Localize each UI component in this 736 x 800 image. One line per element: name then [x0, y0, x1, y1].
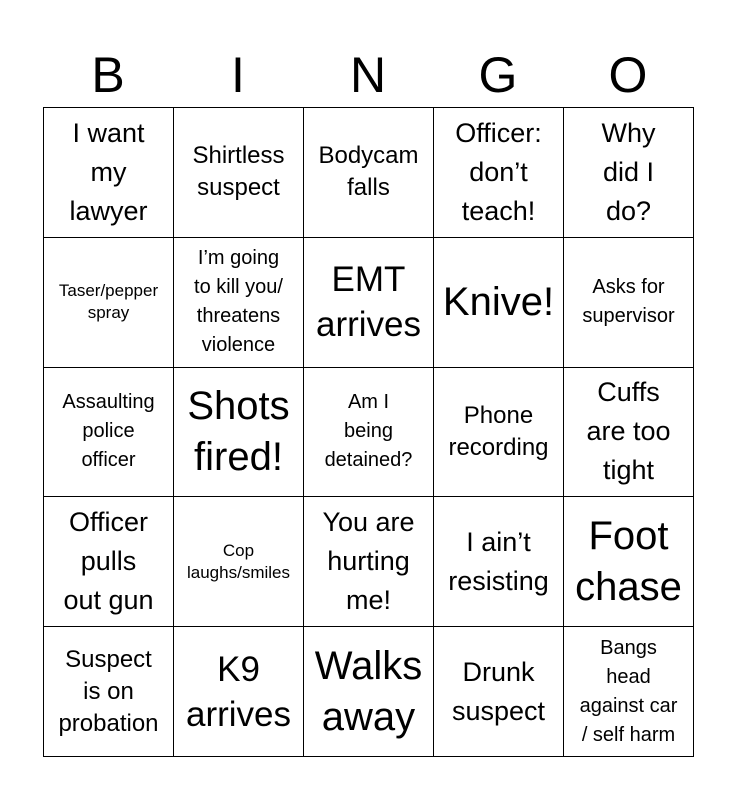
bingo-cell-label: Bodycam falls	[318, 142, 419, 202]
bingo-cell[interactable]	[304, 627, 434, 757]
bingo-cell-label: Assaulting police officer	[62, 391, 155, 472]
bingo-cell[interactable]	[174, 497, 304, 627]
bingo-cell[interactable]	[564, 627, 694, 757]
header-letter-n: N	[349, 47, 387, 103]
bingo-cell[interactable]	[304, 497, 434, 627]
bingo-cell-label: Drunk suspect	[451, 656, 546, 726]
bingo-cell[interactable]	[434, 108, 564, 238]
bingo-cell[interactable]	[174, 108, 304, 238]
bingo-board	[43, 107, 694, 757]
bingo-cell-label: Suspect is on probation	[58, 645, 159, 737]
bingo-cell-label: Why did I do?	[601, 117, 656, 226]
bingo-cell-label: Shirtless suspect	[192, 142, 285, 202]
bingo-cell-label: Cuffs are too tight	[586, 377, 671, 486]
header-letter-i: I	[231, 47, 245, 103]
bingo-cell-label: Asks for supervisor	[582, 276, 675, 328]
bingo-cell[interactable]	[564, 368, 694, 498]
bingo-cell-label: Knive!	[442, 279, 555, 324]
bingo-cell[interactable]	[174, 368, 304, 498]
bingo-cell[interactable]	[564, 108, 694, 238]
bingo-cell[interactable]	[304, 108, 434, 238]
bingo-cell-label: EMT arrives	[315, 260, 422, 345]
bingo-cell-label: Taser/pepper spray	[58, 281, 159, 323]
bingo-cell[interactable]	[434, 238, 564, 368]
bingo-cell-label: Foot chase	[575, 513, 682, 609]
bingo-cell[interactable]	[434, 627, 564, 757]
bingo-cell[interactable]	[44, 497, 174, 627]
bingo-cell-label: I ain’t resisting	[448, 526, 549, 596]
bingo-cell-label: Bangs head against car / self harm	[579, 636, 678, 746]
bingo-cell[interactable]	[174, 627, 304, 757]
bingo-cell[interactable]	[44, 627, 174, 757]
bingo-header	[43, 42, 693, 108]
bingo-cell-label: Shots fired!	[187, 383, 290, 479]
header-letter-o: O	[608, 47, 648, 103]
bingo-cell-label: Officer: don’t teach!	[455, 117, 542, 226]
bingo-cell-label: K9 arrives	[185, 649, 292, 734]
bingo-cell[interactable]	[174, 238, 304, 368]
bingo-cell-label: Am I being detained?	[324, 391, 413, 472]
bingo-cell[interactable]	[434, 368, 564, 498]
bingo-cell-label: I’m going to kill you/ threatens violence	[194, 247, 283, 357]
header-letter-b: B	[91, 47, 125, 103]
bingo-cell[interactable]	[564, 238, 694, 368]
bingo-cell[interactable]	[44, 238, 174, 368]
bingo-cell[interactable]	[304, 368, 434, 498]
bingo-cell-label: Walks away	[314, 643, 423, 739]
bingo-cell-label: Cop laughs/smiles	[187, 540, 290, 582]
bingo-cell[interactable]	[44, 368, 174, 498]
bingo-cell[interactable]	[44, 108, 174, 238]
header-letter-g: G	[478, 47, 518, 103]
bingo-cell-label: Officer pulls out gun	[63, 507, 154, 616]
bingo-cell-label: I want my lawyer	[69, 117, 148, 226]
bingo-cell-label: Phone recording	[448, 401, 549, 461]
bingo-cell-label: You are hurting me!	[322, 507, 415, 616]
bingo-cell[interactable]	[434, 497, 564, 627]
bingo-cell[interactable]	[304, 238, 434, 368]
bingo-cell[interactable]	[564, 497, 694, 627]
